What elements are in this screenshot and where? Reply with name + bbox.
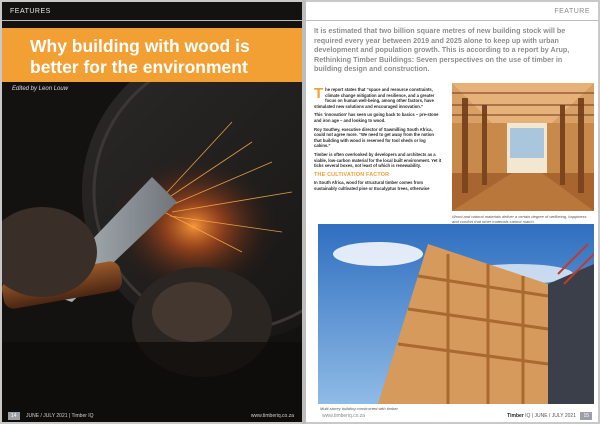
headline-banner bbox=[2, 28, 302, 82]
section-label: FEATURE bbox=[554, 8, 590, 15]
right-footer bbox=[306, 410, 598, 422]
footer-magazine: Timber bbox=[507, 413, 524, 419]
page-number: 15 bbox=[580, 412, 592, 420]
body-paragraph bbox=[314, 87, 442, 109]
body-column bbox=[314, 87, 442, 195]
photo-caption: Multi-storey building constructed with timber. bbox=[320, 406, 399, 411]
section-label: FEATURES bbox=[10, 8, 51, 15]
body-paragraph: Timber is often overlooked by developers and architects as a viable, low-carbon material for the local built environment. Yet it ticks several boxes, not least of which is renewability. bbox=[314, 151, 442, 169]
subheading: THE CULTIVATION FACTOR bbox=[314, 171, 390, 178]
left-footer bbox=[2, 410, 302, 422]
section-divider bbox=[306, 20, 598, 21]
left-page bbox=[2, 2, 302, 422]
right-page bbox=[306, 2, 598, 422]
paragraph-text: he report states that “space and resource constraints, climate change mitigation and resilience, and a greater focus on human well-being, among other factors, have stimulated new solutions and encouraged innovation.” bbox=[314, 87, 435, 109]
body-paragraph: Roy Southey, executive director of Sawmilling South Africa, could not agree more. “We need to get away from the notion that building with wood is reserved for tool sheds or log cabins.” bbox=[314, 126, 434, 149]
footer-url[interactable]: www.timberiq.co.za bbox=[250, 413, 294, 419]
footer-issue-date: JUNE / JULY 2021 bbox=[26, 413, 68, 419]
drop-cap: T bbox=[314, 85, 324, 102]
section-divider bbox=[2, 20, 302, 21]
footer-issue: Timber IQ | JUNE / JULY 2021 bbox=[507, 413, 576, 419]
article-headline: Why building with wood is better for the environment bbox=[30, 36, 250, 77]
footer-url[interactable]: www.timberiq.co.za bbox=[322, 413, 366, 419]
footer-issue-date: JUNE / JULY 2021 bbox=[534, 413, 576, 419]
multi-storey-timber-building-photo bbox=[318, 224, 594, 404]
photo-caption: Wood and natural materials deliver a certain degree of wellbeing, happiness and comfort that other materials cannot match. bbox=[452, 214, 587, 224]
body-paragraph: This ‘innovation’ has seen us going back to basics – pre-stone and iron age – and looking to wood. bbox=[314, 112, 439, 123]
page-number: 14 bbox=[8, 412, 20, 420]
byline: Edited by Leon Louw bbox=[12, 86, 69, 92]
timber-interior-photo bbox=[452, 83, 594, 211]
intro-paragraph: It is estimated that two billion square metres of new building stock will be required every year between 2019 and 2025 alone to keep up with urban development and population growth. This is according to a report by Arup, Rethinking Timber Buildings: Seven perspectives on the use of timber in building design and construction. bbox=[314, 26, 570, 74]
body-paragraph: In South Africa, wood for structural timber comes from sustainably cultivated pine or Eucalyptus trees, otherwise bbox=[314, 180, 430, 191]
footer-magazine-suffix: IQ bbox=[525, 413, 531, 419]
footer-magazine: Timber IQ bbox=[71, 413, 94, 419]
footer-issue: JUNE / JULY 2021 | Timber IQ bbox=[26, 413, 94, 419]
